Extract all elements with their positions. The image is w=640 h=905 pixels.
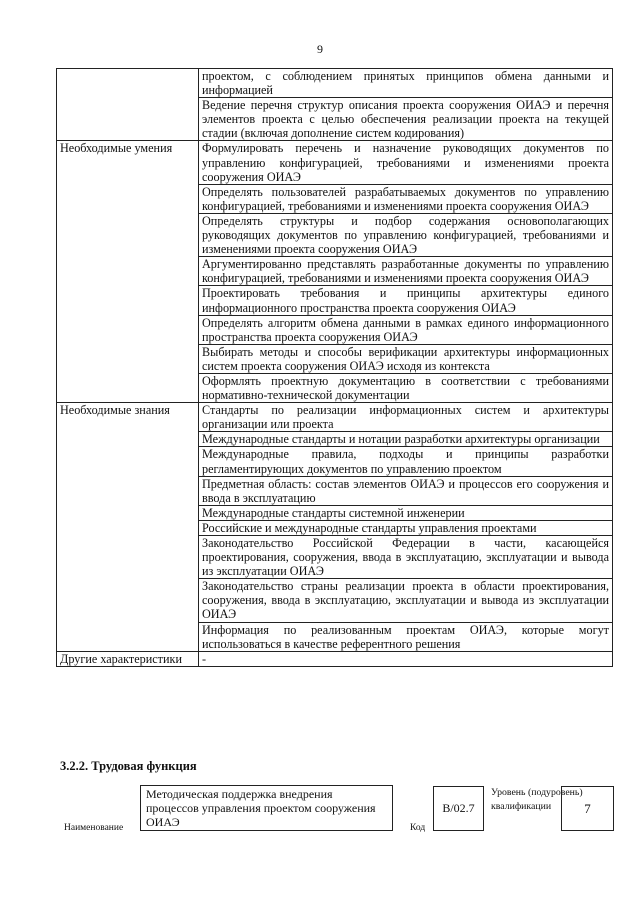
table-row <box>57 69 613 98</box>
row-value: Выбирать методы и способы верификации архитектуры информационных систем проекта сооружения ОИАЭ исходя из контекста <box>199 344 613 373</box>
function-code: B/02.7 <box>433 786 484 831</box>
row-value: Проектировать требования и принципы архитектуры единого информационного пространства проекта сооружения ОИАЭ <box>199 286 613 315</box>
table-row <box>57 403 613 432</box>
row-value: Определять структуры и подбор содержания основополагающих руководящих документов по управлению конфигурацией, требованиями и изменениями проекта сооружения ОИАЭ <box>199 213 613 256</box>
level-label: Уровень (подуровень) квалификации <box>491 787 583 813</box>
row-value: Определять алгоритм обмена данными в рамках единого информационного пространства проекта сооружения ОИАЭ <box>199 315 613 344</box>
row-value: Ведение перечня структур описания проекта сооружения ОИАЭ и перечня элементов проекта с целью обеспечения реализации проекта на текущей стадии (включая дополнение систем кодирования) <box>199 98 613 141</box>
row-label-other: Другие характеристики <box>57 651 199 666</box>
row-value: Международные стандарты системной инженерии <box>199 505 613 520</box>
row-value: Законодательство Российской Федерации в части, касающейся проектирования, сооружения, ввода в эксплуатацию, эксплуатации и вывода из эксплуатации ОИАЭ <box>199 536 613 579</box>
qualification-level: 7 <box>561 786 614 831</box>
row-value: Международные правила, подходы и принципы разработки регламентирующих документов по управлению проектом <box>199 447 613 476</box>
row-value: Российские и международные стандарты управления проектами <box>199 520 613 535</box>
row-label-knowledge: Необходимые знания <box>57 403 199 652</box>
table-row <box>57 141 613 184</box>
row-value: Оформлять проектную документацию в соответствии с требованиями нормативно-технической документации <box>199 373 613 402</box>
name-label: Наименование <box>64 823 124 833</box>
row-value: Международные стандарты и нотации разработки архитектуры организации <box>199 432 613 447</box>
section-title: 3.2.2. Трудовая функция <box>60 759 197 773</box>
row-label-skills: Необходимые умения <box>57 141 199 403</box>
row-label <box>57 69 199 141</box>
code-label: Код <box>410 823 426 833</box>
function-name: Методическая поддержка внедрения процессов управления проектом сооружения ОИАЭ <box>140 785 393 831</box>
requirements-table <box>56 68 613 667</box>
table-row <box>57 651 613 666</box>
row-value: Аргументированно представлять разработанные документы по управлению конфигурацией, требованиями и изменениями проекта сооружения ОИАЭ <box>199 257 613 286</box>
row-value: Информация по реализованным проектам ОИАЭ, которые могут использоваться в качестве референтного решения <box>199 622 613 651</box>
row-value: Определять пользователей разрабатываемых документов по управлению конфигурацией, требованиями и изменениями проекта сооружения ОИАЭ <box>199 184 613 213</box>
row-value: - <box>199 651 613 666</box>
row-value: Законодательство страны реализации проекта в области проектирования, сооружения, ввода в эксплуатацию, эксплуатации и вывода из эксплуатации ОИАЭ <box>199 579 613 622</box>
page-number: 9 <box>317 42 323 56</box>
row-value: Формулировать перечень и назначение руководящих документов по управлению конфигурацией, требованиями и изменениями проекта сооружения ОИАЭ <box>199 141 613 184</box>
row-value: Стандарты по реализации информационных систем и архитектуры организации или проекта <box>199 403 613 432</box>
row-value: Предметная область: состав элементов ОИАЭ и процессов его сооружения и ввода в эксплуатацию <box>199 476 613 505</box>
row-value: проектом, с соблюдением принятых принципов обмена данными и информацией <box>199 69 613 98</box>
